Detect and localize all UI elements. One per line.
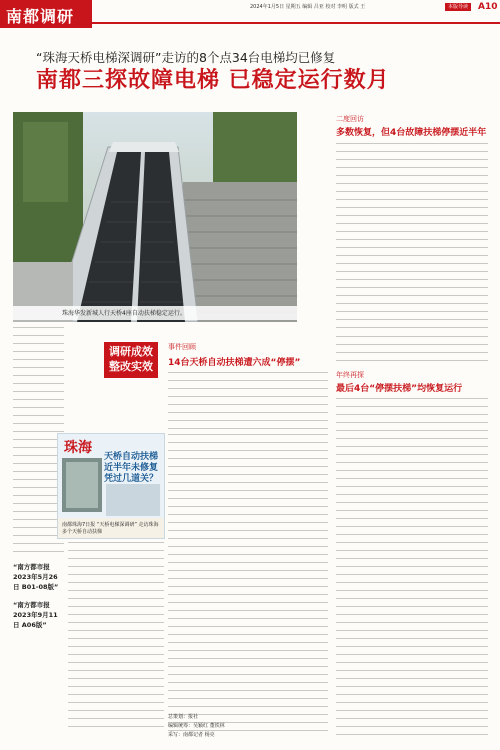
masthead-rule (92, 22, 500, 24)
section1-body-text (168, 372, 328, 430)
callout-line2: “南方都市报 2023年9月11日 A06版” (13, 601, 58, 629)
article-headline: 南都三探故障电梯 已稳定运行数月 (36, 68, 390, 93)
section1-kicker: 事件回顾 (168, 343, 196, 351)
publication-callout (13, 562, 64, 672)
photo-caption: 珠海华发新城人行天桥4座自动扶梯稳定运行。 (62, 310, 186, 317)
escalator-photo (13, 112, 297, 322)
credit-editor: 编辑统筹：吴颖红 董铁林 (168, 723, 225, 729)
credit-planner: 总策划：报社 (168, 714, 199, 720)
newspaper-headline: 天桥自动扶梯近半年未修复 凭过几道关？ (104, 452, 159, 484)
masthead (0, 0, 500, 28)
section3-body-text (336, 398, 488, 738)
section1-body-text-2 (168, 434, 328, 734)
escalator-illustration (13, 112, 297, 322)
badge-line1: 调研成效 (109, 345, 153, 358)
section2-title: 多数恢复，但4台故障扶梯停摆近半年 (336, 128, 487, 138)
research-results-badge (104, 342, 158, 378)
edition-number: A10 (478, 2, 498, 12)
badge-line2: 整改实效 (109, 360, 153, 373)
section2-body-text (336, 143, 488, 331)
date-line: 2024年1月5日 星期五 编辑 吕亚 校对 李明 版式 王 (250, 4, 366, 10)
newspaper-logo: 珠海 (64, 440, 92, 456)
section2-kicker: 二度回访 (336, 115, 364, 123)
edition-badge: 本版导读 (445, 3, 471, 11)
article-subheadline: “珠海天桥电梯深调研”走访的8个点34台电梯均已修复 (36, 50, 336, 65)
callout-line1: “南方都市报 2023年5月26日 B01-08版” (13, 563, 59, 591)
section3-kicker: 年终再探 (336, 371, 364, 379)
middle-left-body-text (68, 542, 164, 734)
newspaper-caption: 南都珠海7日报 “天桥电梯深调研” 走访珠海多个天桥自动扶梯 (62, 522, 159, 535)
section-title: 南都调研 (6, 7, 75, 26)
section3-title: 最后4台“停摆扶梯”均恢复运行 (336, 384, 463, 394)
section2-body-text-2 (336, 336, 488, 366)
credit-reporter: 采写：南都记者 杨亮 (168, 732, 215, 738)
section1-title: 14台天桥自动扶梯遭六成“停摆” (168, 358, 301, 368)
